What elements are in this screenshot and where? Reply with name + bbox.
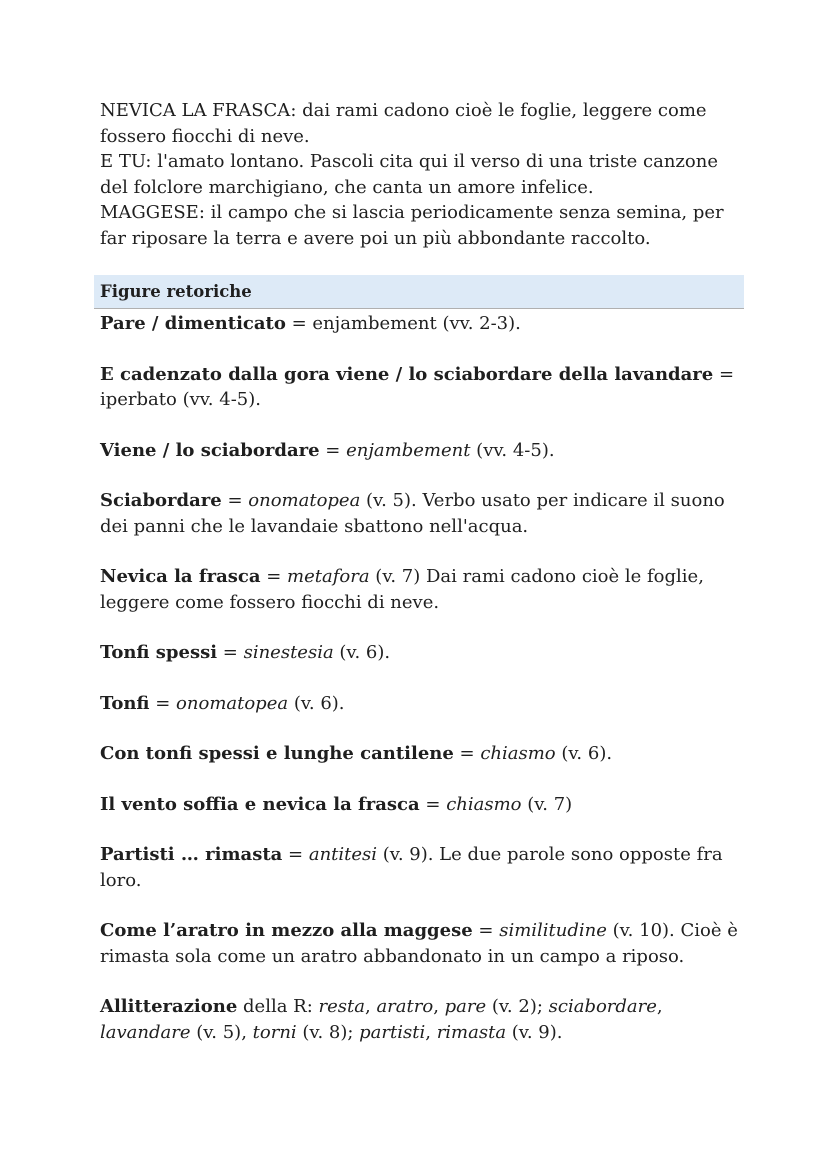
glossary-term: NEVICA LA FRASCA bbox=[100, 100, 291, 121]
figure-text: (v. 8); bbox=[296, 1021, 360, 1043]
figure-type: sinestesia bbox=[243, 642, 334, 663]
figure-item bbox=[100, 438, 740, 464]
figure-text: = bbox=[282, 844, 309, 865]
figure-type: partisti bbox=[359, 1021, 426, 1043]
figure-term: Partisti … rimasta bbox=[100, 844, 283, 865]
figure-text: (v. 10). Cioè è rimasta sola come un aratro abbandonato in un campo a riposo. bbox=[100, 920, 738, 967]
figure-type: similitudine bbox=[499, 920, 607, 941]
figure-term: Allitterazione bbox=[100, 996, 238, 1017]
figure-text: = bbox=[217, 642, 244, 663]
section-heading: Figure retoriche bbox=[94, 275, 744, 309]
figure-type: metafora bbox=[287, 566, 370, 587]
figure-term: Tonfi bbox=[100, 692, 150, 714]
figure-text: = bbox=[472, 920, 500, 941]
figure-type: aratro bbox=[376, 996, 434, 1017]
figure-type: enjambement bbox=[346, 439, 471, 461]
glossary-text: : il campo che si lascia periodicamente senza semina, per far riposare la terra e avere poi un più abbondante raccolto. bbox=[100, 202, 724, 249]
figure-text: (v. 7) Dai rami cadono cioè le foglie, leggere come fossero fiocchi di neve. bbox=[100, 566, 704, 613]
glossary-term: MAGGESE bbox=[100, 202, 199, 223]
glossary-item bbox=[100, 149, 740, 200]
figure-type: rimasta bbox=[436, 1021, 507, 1043]
figure-text: (v. 5). Verbo usato per indicare il suono dei panni che le lavandaie sbattono nell'acqua. bbox=[100, 490, 725, 537]
figure-text: (v. 7) bbox=[521, 793, 573, 815]
figure-item bbox=[100, 564, 740, 615]
figure-text: , bbox=[656, 996, 663, 1017]
figure-text: (v. 6). bbox=[555, 743, 613, 764]
glossary-item bbox=[100, 200, 740, 251]
figure-term: Come l’aratro in mezzo alla maggese bbox=[100, 920, 473, 941]
page-content bbox=[100, 98, 740, 1070]
figure-type: onomatopea bbox=[248, 490, 361, 511]
figure-item bbox=[100, 311, 740, 337]
figure-text: = bbox=[319, 439, 347, 461]
figure-item bbox=[100, 994, 740, 1045]
figure-type: lavandare bbox=[100, 1021, 191, 1043]
figure-item bbox=[100, 918, 740, 969]
figure-type: torni bbox=[252, 1021, 297, 1043]
figure-text: , bbox=[433, 996, 445, 1017]
figure-text: (vv. 4-5). bbox=[470, 439, 555, 461]
figure-text: = bbox=[221, 490, 249, 511]
figure-term: Sciabordare bbox=[100, 490, 222, 511]
figure-text: = iperbato (vv. 4-5). bbox=[100, 363, 735, 410]
figure-text: (v. 6). bbox=[288, 692, 345, 714]
glossary-text: : l'amato lontano. Pascoli cita qui il verso di una triste canzone del folclore marchigiano, che canta un amore infelice. bbox=[100, 151, 718, 198]
figure-item bbox=[100, 792, 740, 818]
figure-term: E cadenzato dalla gora viene / lo sciabordare della lavandare bbox=[100, 363, 714, 385]
figure-text: = bbox=[149, 692, 177, 714]
figure-type: resta bbox=[318, 996, 365, 1017]
figure-type: antitesi bbox=[308, 844, 378, 865]
figure-text: , bbox=[425, 1021, 437, 1043]
figure-type: chiasmo bbox=[480, 743, 556, 764]
figure-type: chiasmo bbox=[446, 793, 522, 815]
figure-term: Nevica la frasca bbox=[100, 566, 261, 587]
figure-list bbox=[100, 311, 740, 1045]
figure-item bbox=[100, 741, 740, 767]
figure-text: = bbox=[260, 566, 288, 587]
figure-item bbox=[100, 691, 740, 717]
figure-term: Con tonfi spessi e lunghe cantilene bbox=[100, 743, 454, 764]
figure-item bbox=[100, 842, 740, 893]
figure-item bbox=[100, 640, 740, 666]
glossary-item bbox=[100, 98, 740, 149]
figure-text: (v. 6). bbox=[333, 642, 391, 663]
figure-item bbox=[100, 362, 740, 413]
figure-text: della R: bbox=[237, 996, 319, 1017]
glossary-text: : dai rami cadono cioè le foglie, leggere come fossero fiocchi di neve. bbox=[100, 100, 707, 147]
figure-text: = enjambement (vv. 2-3). bbox=[285, 313, 521, 334]
figure-text: (v. 5), bbox=[190, 1021, 253, 1043]
figure-text: (v. 9). Le due parole sono opposte fra loro. bbox=[100, 844, 723, 891]
figure-term: Viene / lo sciabordare bbox=[100, 439, 320, 461]
figure-term: Tonfi spessi bbox=[100, 642, 218, 663]
glossary-term: E TU bbox=[100, 151, 146, 172]
figure-item bbox=[100, 488, 740, 539]
figure-type: sciabordare bbox=[548, 996, 657, 1017]
figure-type: pare bbox=[444, 996, 487, 1017]
glossary bbox=[100, 98, 740, 251]
figure-text: , bbox=[364, 996, 377, 1017]
figure-term: Pare / dimenticato bbox=[100, 313, 286, 334]
figure-text: (v. 2); bbox=[486, 996, 549, 1017]
figure-type: onomatopea bbox=[176, 692, 289, 714]
figure-term: Il vento soffia e nevica la frasca bbox=[100, 793, 420, 815]
figure-text: = bbox=[419, 793, 447, 815]
figure-text: (v. 9). bbox=[506, 1021, 563, 1043]
figure-text: = bbox=[453, 743, 481, 764]
